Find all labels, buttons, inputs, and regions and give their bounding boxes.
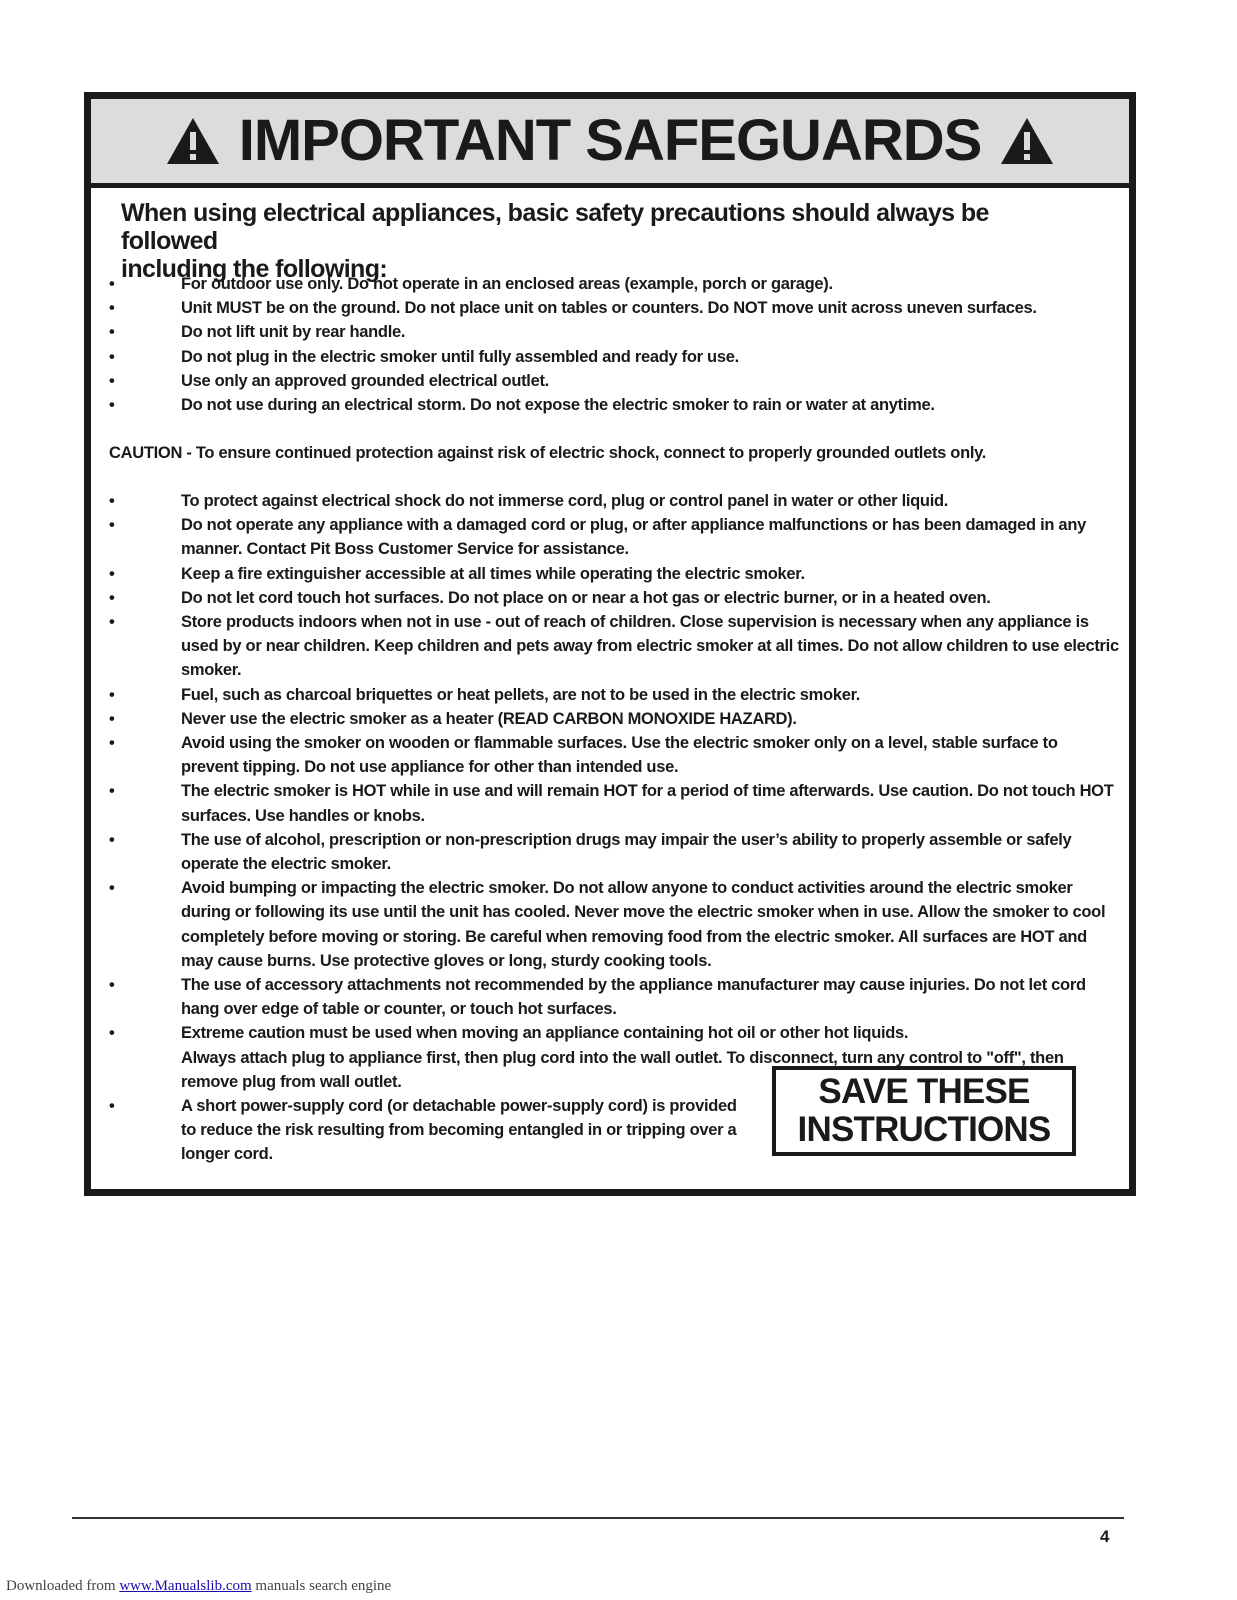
- list-item: [109, 731, 1119, 779]
- bullet-marker: •: [109, 275, 115, 293]
- list-item: [109, 562, 1119, 586]
- save-instructions-box: [772, 1066, 1076, 1156]
- bullet-marker: •: [109, 830, 115, 849]
- warning-triangle-icon: [165, 116, 221, 166]
- list-item: [109, 513, 1119, 561]
- list-item-text: Extreme caution must be used when moving an appliance containing hot oil or other hot liquids. Always attach plug to appliance first, then plug cord into the wall outlet. To disconnect, turn any control to "off", then remove plug from wall outlet.: [181, 1024, 1064, 1091]
- list-item-text: For outdoor use only. Do not operate in an enclosed areas (example, porch or garage).: [181, 275, 833, 293]
- list-item-text: Do not operate any appliance with a damaged cord or plug, or after appliance malfunctions or has been damaged in any manner. Contact Pit Boss Customer Service for assistance.: [181, 516, 1086, 559]
- list-item-text: Fuel, such as charcoal briquettes or heat pellets, are not to be used in the electric smoker.: [181, 685, 861, 704]
- bullet-marker: •: [109, 347, 115, 366]
- list-item-text: Use only an approved grounded electrical outlet.: [181, 371, 549, 390]
- warning-triangle-icon: [999, 116, 1055, 166]
- list-item-text: Do not let cord touch hot surfaces. Do not place on or near a hot gas or electric burner, or in a heated oven.: [181, 588, 991, 607]
- bullet-marker: •: [109, 516, 115, 535]
- safeguards-frame: [84, 92, 1136, 1196]
- list-item: [109, 320, 1119, 344]
- bullet-marker: •: [109, 709, 115, 728]
- bullet-marker: •: [109, 879, 115, 898]
- list-item: [109, 973, 1119, 1021]
- footer-divider: [72, 1517, 1124, 1519]
- save-box-line: INSTRUCTIONS: [797, 1110, 1051, 1149]
- list-item-text: The electric smoker is HOT while in use and will remain HOT for a period of time afterwards. Use caution. Do not touch HOT surfaces. Use handles or knobs.: [181, 782, 1114, 825]
- bullet-marker: •: [109, 371, 115, 390]
- bullet-marker: •: [109, 685, 115, 704]
- intro-line: including the following:: [121, 255, 388, 283]
- list-item-text: Do not plug in the electric smoker until fully assembled and ready for use.: [181, 347, 739, 366]
- list-item-text: Avoid using the smoker on wooden or flammable surfaces. Use the electric smoker only on a level, stable surface to prevent tipping. Do not use appliance for other than intended use.: [181, 734, 1058, 777]
- list-item: [109, 393, 1119, 417]
- list-item: [109, 489, 1119, 513]
- list-item-text: Never use the electric smoker as a heater (READ CARBON MONOXIDE HAZARD).: [181, 709, 797, 728]
- list-item: [109, 610, 1119, 683]
- list-item-text: Store products indoors when not in use - out of reach of children. Close supervision is necessary when any appliance is used by or near children. Keep children and pets away from electric smoker at all times. Do not allow children to use electric smoker.: [181, 613, 1119, 680]
- list-item-text: The use of alcohol, prescription or non-prescription drugs may impair the user’s ability to properly assemble or safely operate the electric smoker.: [181, 830, 1072, 874]
- bullet-marker: •: [109, 588, 115, 607]
- bullet-marker: •: [109, 976, 115, 995]
- download-credit-suffix: manuals search engine: [251, 1578, 392, 1594]
- list-item-text: Unit MUST be on the ground. Do not place unit on tables or counters. Do NOT move unit across uneven surfaces.: [181, 299, 1037, 318]
- list-item: [109, 296, 1119, 320]
- intro-line: When using electrical appliances, basic safety precautions should always be followed: [121, 199, 989, 255]
- list-item: [109, 876, 1119, 973]
- page-title: IMPORTANT SAFEGUARDS: [238, 108, 982, 173]
- bullet-marker: •: [109, 1097, 115, 1116]
- list-item-text: Keep a fire extinguisher accessible at all times while operating the electric smoker.: [181, 564, 805, 583]
- bullet-marker: •: [109, 492, 115, 510]
- list-item: [109, 272, 1119, 296]
- bullet-marker: •: [109, 323, 115, 342]
- page-number: 4: [1100, 1527, 1110, 1546]
- list-item: [109, 779, 1119, 827]
- bullet-marker: •: [109, 396, 115, 415]
- title-banner: [91, 99, 1129, 188]
- list-item-text: Avoid bumping or impacting the electric smoker. Do not allow anyone to conduct activities around the electric smoker during or following its use until the unit has cooled. Never move the electric smoker when in use. Allow the smoker to cool completely before moving or storing. Be careful when removing food from the electric smoker. All surfaces are HOT and may cause burns. Use protective gloves or long, sturdy cooking tools.: [181, 879, 1106, 970]
- list-item-text: To protect against electrical shock do not immerse cord, plug or control panel in water or other liquid.: [181, 492, 949, 510]
- bullet-marker: •: [109, 734, 115, 753]
- save-box-line: SAVE THESE: [818, 1072, 1030, 1111]
- bullet-marker: •: [109, 299, 115, 318]
- list-item: [109, 707, 1119, 731]
- bullet-marker: •: [109, 1024, 115, 1043]
- bullet-marker: •: [109, 564, 115, 583]
- download-credit: [6, 1578, 391, 1595]
- safety-list-general: [109, 272, 1119, 417]
- list-item-text: Do not lift unit by rear handle.: [181, 323, 406, 342]
- list-item-text: A short power-supply cord (or detachable power-supply cord) is provided to reduce the risk resulting from becoming entangled in or tripping over a longer cord.: [181, 1097, 737, 1164]
- intro-heading: [121, 199, 1081, 283]
- manualslib-link[interactable]: www.Manualslib.com: [119, 1578, 252, 1594]
- list-item-text: Do not use during an electrical storm. Do not expose the electric smoker to rain or water at anytime.: [181, 396, 935, 415]
- list-item: [109, 683, 1119, 707]
- list-item-text: The use of accessory attachments not recommended by the appliance manufacturer may cause injuries. Do not let cord hang over edge of table or counter, or touch hot surfaces.: [181, 976, 1086, 1019]
- list-item: [109, 586, 1119, 610]
- download-credit-prefix: Downloaded from: [6, 1578, 120, 1594]
- list-item: [109, 369, 1119, 393]
- bullet-marker: •: [109, 613, 115, 632]
- list-item: [109, 345, 1119, 369]
- bullet-marker: •: [109, 782, 115, 801]
- list-item: [109, 828, 1119, 876]
- caution-note: CAUTION - To ensure continued protection against risk of electric shock, connect to properly grounded outlets only.: [109, 444, 987, 462]
